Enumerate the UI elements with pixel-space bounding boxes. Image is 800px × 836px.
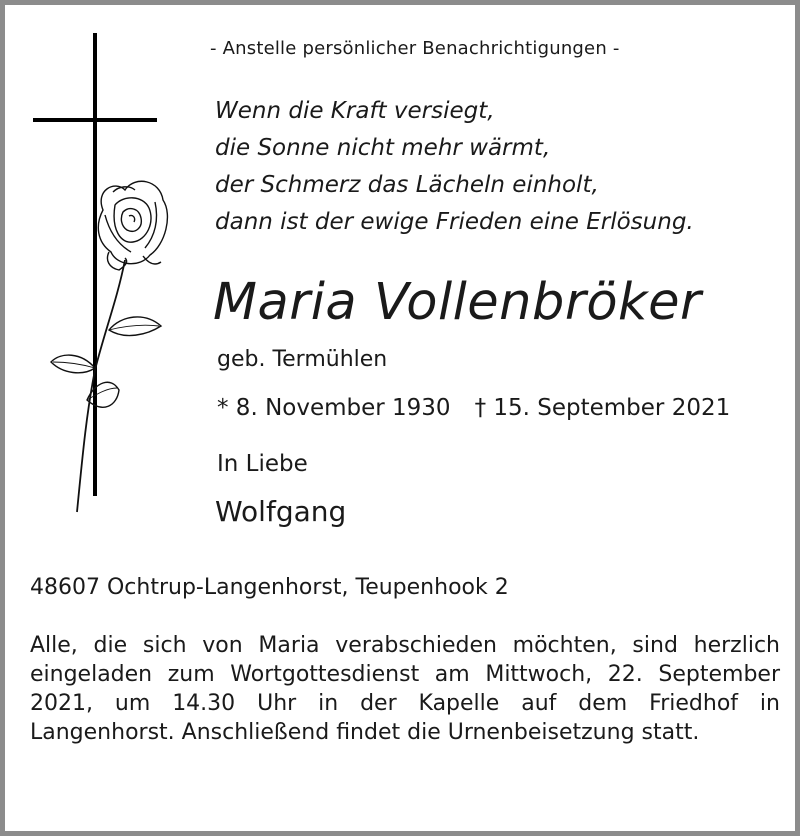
notice-line: - Anstelle persönlicher Benachrichtigungen - <box>210 38 620 59</box>
cross-rose-illustration <box>25 30 175 530</box>
signer-name: Wolfgang <box>215 495 347 528</box>
verse-line: Wenn die Kraft versiegt, <box>215 98 495 124</box>
verse-block <box>215 93 694 241</box>
life-dates <box>217 395 730 421</box>
verse-line: der Schmerz das Lächeln einholt, <box>215 172 599 198</box>
deceased-name: Maria Vollenbröker <box>213 273 702 332</box>
cross-icon <box>33 33 157 496</box>
rose-icon <box>51 181 167 512</box>
verse-line: die Sonne nicht mehr wärmt, <box>215 135 551 161</box>
verse-line: dann ist der ewige Frieden eine Erlösung. <box>215 209 694 235</box>
death-date: † 15. September 2021 <box>474 395 731 421</box>
address: 48607 Ochtrup-Langenhorst, Teupenhook 2 <box>30 575 509 600</box>
birth-date: * 8. November 1930 <box>217 395 451 421</box>
maiden-name: geb. Termühlen <box>217 347 388 372</box>
closing-line: In Liebe <box>217 451 308 477</box>
invitation-text: Alle, die sich von Maria verabschieden möchten, sind herzlich eingeladen zum Wortgottesdienst am Mittwoch, 22. September 2021, um 14.30 Uhr in der Kapelle auf dem Friedhof in Langenhorst. Anschließend findet die Urnenbeisetzung statt. <box>30 633 780 745</box>
